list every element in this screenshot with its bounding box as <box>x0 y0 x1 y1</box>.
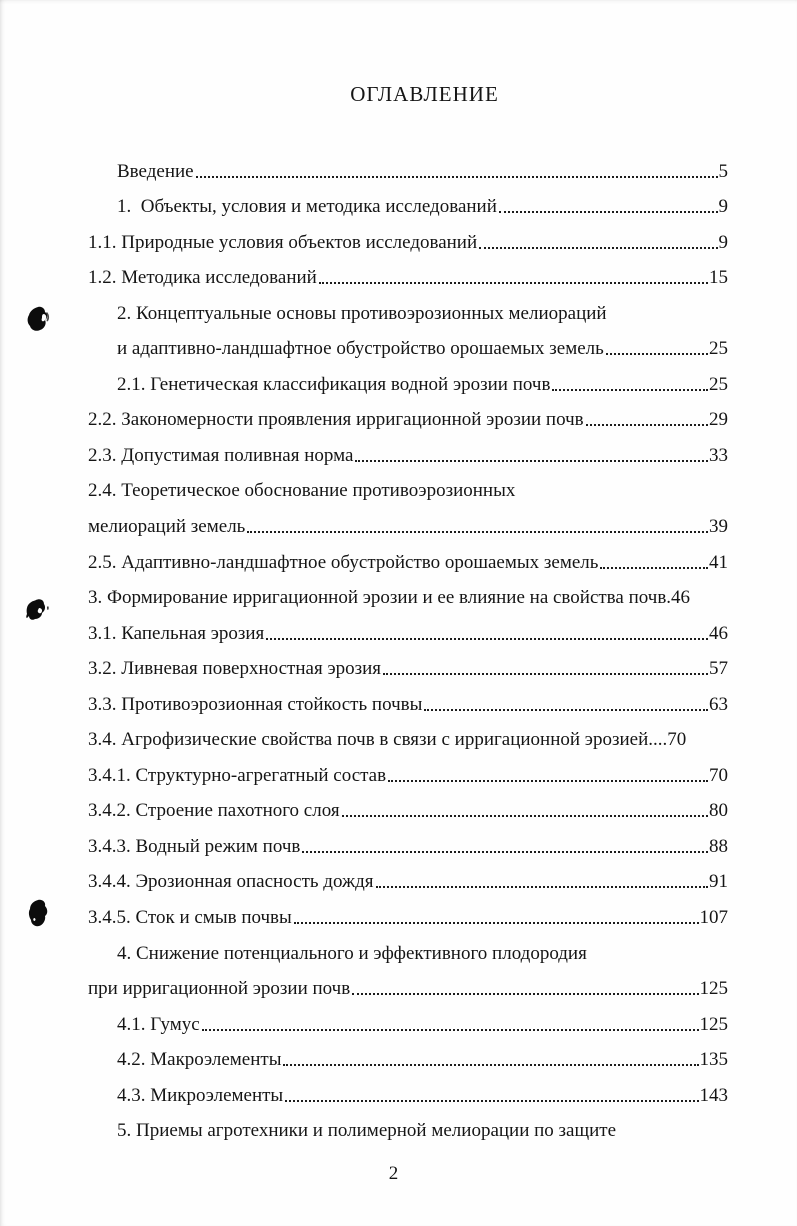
toc-page-number: 33 <box>709 444 728 466</box>
page-title: ОГЛАВЛЕНИЕ <box>350 82 499 106</box>
toc-entry-12 <box>88 538 728 574</box>
toc-page-number: 91 <box>709 871 728 893</box>
toc-entry-label: 2. Концептуальные основы противоэрозионных мелиораций <box>117 302 607 324</box>
toc-page-number: 15 <box>709 267 728 289</box>
toc-page-number: 39 <box>709 516 728 538</box>
toc-entry-label: 3.4.3. Водный режим почв <box>88 835 301 857</box>
toc-entry-25 <box>88 1000 728 1036</box>
toc-entry-4 <box>88 254 728 290</box>
toc-entry-19 <box>88 787 728 823</box>
toc-entry-label: 3. Формирование ирригационной эрозии и ее влияние на свойства почв. <box>88 587 672 609</box>
toc-entry-17 <box>88 716 728 752</box>
toc-entry-label: 1.1. Природные условия объектов исследований <box>88 231 478 253</box>
toc-entry-27 <box>88 1071 728 1107</box>
toc-page-number: 63 <box>709 693 728 715</box>
toc-leader-dots <box>586 424 708 426</box>
ink-blot-middle-icon <box>26 598 52 625</box>
toc-leader-dots <box>552 389 708 391</box>
toc-entry-label: 2.1. Генетическая классификация водной эрозии почв <box>117 373 551 395</box>
toc-entry-label: при ирригационной эрозии почв <box>88 978 351 1000</box>
toc-entry-label: и адаптивно-ландшафтное обустройство орошаемых земель <box>117 338 604 360</box>
toc-entry-22 <box>88 893 728 929</box>
toc-entry-6 <box>88 325 728 361</box>
toc-entry-2 <box>88 183 728 219</box>
toc-leader-dots <box>266 638 708 640</box>
toc-entry-label: 2.2. Закономерности проявления ирригационной эрозии почв <box>88 409 584 431</box>
toc-page-number: 29 <box>709 409 728 431</box>
toc-leader-dots <box>352 993 698 995</box>
toc-leader-dots <box>499 211 718 213</box>
toc-entry-20 <box>88 822 728 858</box>
toc-entry-24 <box>88 965 728 1001</box>
toc-entry-28 <box>88 1107 728 1143</box>
toc-leader-dots <box>319 282 708 284</box>
toc-leader-dots <box>196 176 718 178</box>
toc-leader-dots <box>383 673 708 675</box>
toc-entry-15 <box>88 645 728 681</box>
toc-page-number: 70 <box>667 729 687 751</box>
toc-entry-label: 3.2. Ливневая поверхностная эрозия <box>88 658 382 680</box>
toc-leader-dots <box>376 886 708 888</box>
ink-blot-top-icon <box>27 306 51 334</box>
toc-leader-dots <box>355 460 708 462</box>
toc-entry-13 <box>88 574 728 610</box>
toc-entry-label: 4. Снижение потенциального и эффективного плодородия <box>117 942 587 964</box>
toc-page-number: 70 <box>709 764 728 786</box>
toc-entry-label: 4.3. Микроэлементы <box>117 1084 284 1106</box>
toc-page-number: 46 <box>671 587 691 609</box>
toc-entry-label: 2.3. Допустимая поливная норма <box>88 444 354 466</box>
toc-leader-dots <box>283 1064 698 1066</box>
toc-page-number: 5 <box>718 160 728 182</box>
ink-blot-bottom-icon <box>28 899 51 928</box>
toc-page-number: 143 <box>699 1084 728 1106</box>
toc-entry-label: 3.4.1. Структурно-агрегатный состав <box>88 764 387 786</box>
toc-page-number: 9 <box>718 196 728 218</box>
toc-entry-label: 2.4. Теоретическое обоснование противоэрозионных <box>88 480 516 502</box>
toc-entry-label: 5. Приемы агротехники и полимерной мелиорации по защите <box>117 1120 617 1142</box>
toc-leader-dots <box>294 922 699 924</box>
toc-entry-label: 3.4.2. Строение пахотного слоя <box>88 800 340 822</box>
toc-entry-26 <box>88 1036 728 1072</box>
toc-entry-label: 4.1. Гумус <box>117 1013 200 1035</box>
toc-entry-label: 3.3. Противоэрозионная стойкость почвы <box>88 693 423 715</box>
toc-leader-dots <box>247 531 708 533</box>
toc-page-number: 57 <box>709 658 728 680</box>
toc-entry-10 <box>88 467 728 503</box>
toc-leader-dots <box>388 780 708 782</box>
toc-leader-dots <box>202 1029 699 1031</box>
toc-entry-label: 3.4.4. Эрозионная опасность дождя <box>88 871 374 893</box>
toc-entry-7 <box>88 360 728 396</box>
toc-page-number: 125 <box>699 978 728 1000</box>
toc-page-number: 125 <box>699 1013 728 1035</box>
toc-entry-5 <box>88 289 728 325</box>
toc-entry-label: 1. Объекты, условия и методика исследований <box>117 196 497 218</box>
toc-page-number: 135 <box>699 1049 728 1071</box>
table-of-contents <box>88 147 728 1142</box>
toc-entry-label: мелиораций земель <box>88 516 246 538</box>
toc-page-number: 9 <box>718 231 728 253</box>
toc-entry-label: 3.4. Агрофизические свойства почв в связи с ирригационной эрозией.... <box>88 729 668 751</box>
toc-page-number: 80 <box>709 800 728 822</box>
toc-page-number: 41 <box>709 551 728 573</box>
toc-page-number: 25 <box>709 338 728 360</box>
toc-entry-label: Введение <box>117 160 194 182</box>
toc-entry-11 <box>88 502 728 538</box>
toc-entry-16 <box>88 680 728 716</box>
toc-page-number: 107 <box>699 907 728 929</box>
toc-entry-18 <box>88 751 728 787</box>
toc-entry-9 <box>88 431 728 467</box>
toc-page-number: 88 <box>709 835 728 857</box>
toc-entry-3 <box>88 218 728 254</box>
toc-entry-label: 3.4.5. Сток и смыв почвы <box>88 907 292 929</box>
toc-page-number: 25 <box>709 373 728 395</box>
toc-entry-1 <box>88 147 728 183</box>
toc-leader-dots <box>424 709 708 711</box>
toc-entry-21 <box>88 858 728 894</box>
toc-entry-label: 3.1. Капельная эрозия <box>88 622 265 644</box>
toc-leader-dots <box>342 815 708 817</box>
toc-leader-dots <box>606 353 708 355</box>
toc-leader-dots <box>285 1100 698 1102</box>
toc-entry-23 <box>88 929 728 965</box>
toc-leader-dots <box>479 247 717 249</box>
toc-page-number: 46 <box>709 622 728 644</box>
toc-entry-14 <box>88 609 728 645</box>
toc-leader-dots <box>302 851 708 853</box>
toc-entry-8 <box>88 396 728 432</box>
toc-entry-label: 2.5. Адаптивно-ландшафтное обустройство орошаемых земель <box>88 551 599 573</box>
page-number: 2 <box>388 1163 399 1184</box>
toc-entry-label: 1.2. Методика исследований <box>88 267 317 289</box>
toc-leader-dots <box>600 567 708 569</box>
toc-entry-label: 4.2. Макроэлементы <box>117 1049 282 1071</box>
